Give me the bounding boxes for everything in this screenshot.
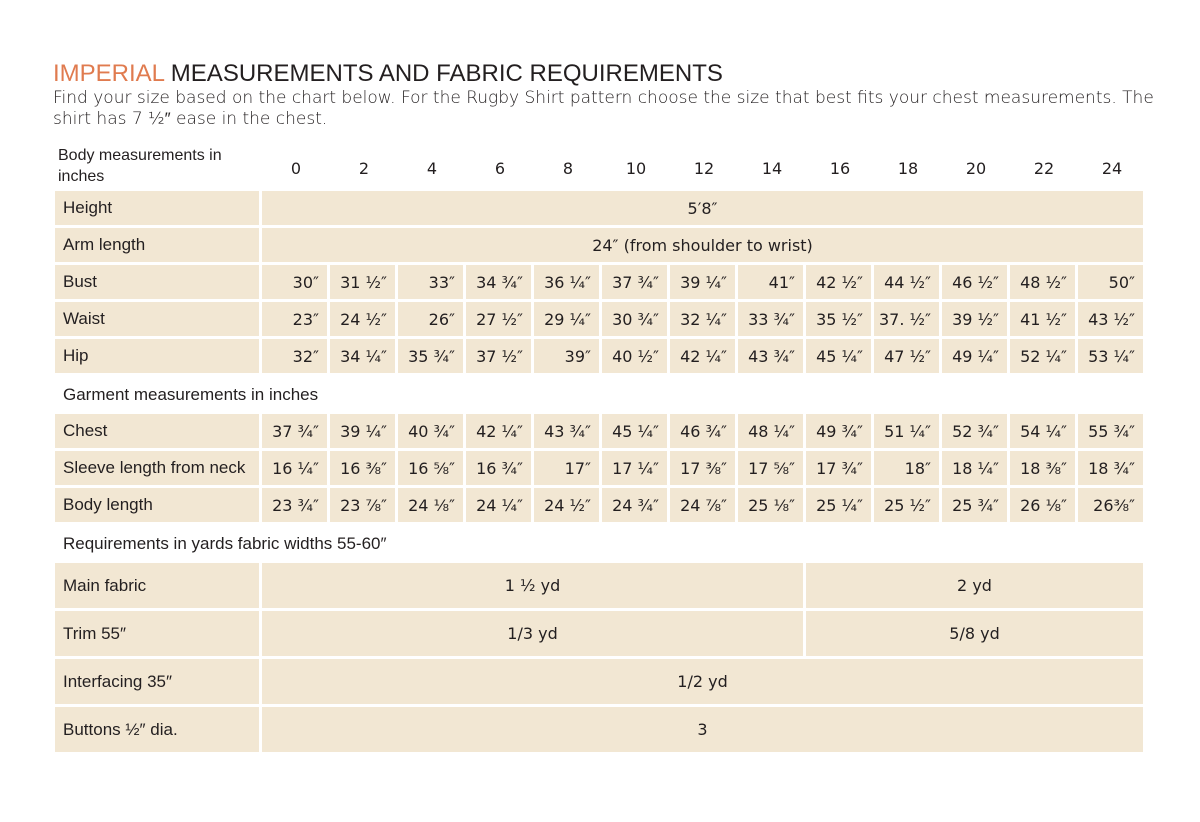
bust-value: 41″: [738, 265, 806, 302]
hip-value: 53 ¼″: [1078, 339, 1146, 376]
size-header: 14: [761, 158, 783, 178]
sleeve-length-value: 18″: [874, 451, 942, 488]
chest-value: 40 ¾″: [398, 414, 466, 451]
buttons-value: 3: [262, 707, 1146, 755]
chest-value: 55 ¾″: [1078, 414, 1146, 451]
size-header: 18: [897, 158, 919, 178]
bust-value: 33″: [398, 265, 466, 302]
waist-value: 26″: [398, 302, 466, 339]
hip-value: 35 ¾″: [398, 339, 466, 376]
sleeve-length-value: 17 ⅝″: [738, 451, 806, 488]
row-label-chest: Chest: [55, 414, 262, 451]
trim-large: 5/8 yd: [806, 611, 1146, 659]
body-length-value: 26⅜″: [1078, 488, 1146, 525]
bust-value: 46 ½″: [942, 265, 1010, 302]
body-length-value: 25 ¾″: [942, 488, 1010, 525]
row-label-trim: Trim 55″: [55, 611, 262, 659]
waist-value: 43 ½″: [1078, 302, 1146, 339]
interfacing-value: 1/2 yd: [262, 659, 1146, 707]
sleeve-length-value: 16 ⅝″: [398, 451, 466, 488]
size-chart-table: [55, 145, 1147, 755]
chest-value: 37 ¾″: [262, 414, 330, 451]
main-fabric-large: 2 yd: [806, 563, 1146, 611]
size-header: 8: [562, 158, 574, 178]
waist-value: 39 ½″: [942, 302, 1010, 339]
hip-value: 37 ½″: [466, 339, 534, 376]
chest-value: 39 ¼″: [330, 414, 398, 451]
hip-value: 49 ¼″: [942, 339, 1010, 376]
hip-value: 39″: [534, 339, 602, 376]
body-length-value: 24 ⅞″: [670, 488, 738, 525]
hip-value: 34 ¼″: [330, 339, 398, 376]
body-length-value: 24 ¾″: [602, 488, 670, 525]
row-label-hip: Hip: [55, 339, 262, 376]
body-length-value: 25 ½″: [874, 488, 942, 525]
bust-value: 34 ¾″: [466, 265, 534, 302]
chest-value: 48 ¼″: [738, 414, 806, 451]
sleeve-length-value: 16 ¼″: [262, 451, 330, 488]
body-length-value: 26 ⅛″: [1010, 488, 1078, 525]
bust-value: 36 ¼″: [534, 265, 602, 302]
sleeve-length-value: 18 ¾″: [1078, 451, 1146, 488]
hip-value: 43 ¾″: [738, 339, 806, 376]
chest-value: 45 ¼″: [602, 414, 670, 451]
body-length-value: 23 ¾″: [262, 488, 330, 525]
size-header: 12: [693, 158, 715, 178]
body-length-value: 24 ¼″: [466, 488, 534, 525]
waist-value: 27 ½″: [466, 302, 534, 339]
row-label-interfacing: Interfacing 35″: [55, 659, 262, 707]
body-length-value: 25 ¼″: [806, 488, 874, 525]
hip-value: 40 ½″: [602, 339, 670, 376]
chest-value: 54 ¼″: [1010, 414, 1078, 451]
chest-value: 43 ¾″: [534, 414, 602, 451]
waist-value: 35 ½″: [806, 302, 874, 339]
sleeve-length-value: 17 ⅜″: [670, 451, 738, 488]
title-rest: MEASUREMENTS AND FABRIC REQUIREMENTS: [164, 60, 723, 87]
intro-text: Find your size based on the chart below. For the Rugby Shirt pattern choose the size that best fits your chest measurements. The shirt has 7 ½″ ease in the chest.: [53, 88, 1154, 129]
body-length-value: 25 ⅛″: [738, 488, 806, 525]
sleeve-length-value: 18 ¼″: [942, 451, 1010, 488]
section-requirements: Requirements in yards fabric widths 55-60″: [63, 534, 387, 553]
bust-value: 30″: [262, 265, 330, 302]
waist-value: 29 ¼″: [534, 302, 602, 339]
bust-value: 39 ¼″: [670, 265, 738, 302]
waist-value: 41 ½″: [1010, 302, 1078, 339]
height-value: 5′8″: [262, 191, 1146, 228]
bust-value: 37 ¾″: [602, 265, 670, 302]
size-header: 0: [290, 158, 302, 178]
sleeve-length-value: 16 ⅜″: [330, 451, 398, 488]
bust-value: 50″: [1078, 265, 1146, 302]
chest-value: 52 ¾″: [942, 414, 1010, 451]
size-header: 6: [494, 158, 506, 178]
size-header: 2: [358, 158, 370, 178]
bust-value: 31 ½″: [330, 265, 398, 302]
waist-value: 33 ¾″: [738, 302, 806, 339]
sleeve-length-value: 17 ¾″: [806, 451, 874, 488]
row-label-main-fabric: Main fabric: [55, 563, 262, 611]
body-length-value: 24 ⅛″: [398, 488, 466, 525]
chest-value: 42 ¼″: [466, 414, 534, 451]
size-header: 22: [1033, 158, 1055, 178]
waist-value: 37. ½″: [874, 302, 942, 339]
page-title: [53, 60, 723, 88]
waist-value: 23″: [262, 302, 330, 339]
chest-value: 49 ¾″: [806, 414, 874, 451]
size-header: 4: [426, 158, 438, 178]
header-label: Body measurements in inches: [58, 147, 222, 185]
body-length-value: 23 ⅞″: [330, 488, 398, 525]
chest-value: 46 ¾″: [670, 414, 738, 451]
arm-length-value: 24″ (from shoulder to wrist): [262, 228, 1146, 265]
hip-value: 45 ¼″: [806, 339, 874, 376]
row-label-buttons: Buttons ½″ dia.: [55, 707, 262, 755]
row-label-body-length: Body length: [55, 488, 262, 525]
title-accent: IMPERIAL: [53, 60, 165, 87]
hip-value: 47 ½″: [874, 339, 942, 376]
bust-value: 42 ½″: [806, 265, 874, 302]
waist-value: 30 ¾″: [602, 302, 670, 339]
sleeve-length-value: 18 ⅜″: [1010, 451, 1078, 488]
hip-value: 42 ¼″: [670, 339, 738, 376]
trim-small: 1/3 yd: [262, 611, 806, 659]
row-label-bust: Bust: [55, 265, 262, 302]
hip-value: 32″: [262, 339, 330, 376]
row-label-height: Height: [55, 191, 262, 228]
section-garment: Garment measurements in inches: [63, 385, 319, 404]
main-fabric-small: 1 ½ yd: [262, 563, 806, 611]
size-header: 24: [1101, 158, 1123, 178]
sleeve-length-value: 16 ¾″: [466, 451, 534, 488]
hip-value: 52 ¼″: [1010, 339, 1078, 376]
size-header: 20: [965, 158, 987, 178]
row-label-sleeve-length: Sleeve length from neck: [55, 451, 262, 488]
waist-value: 32 ¼″: [670, 302, 738, 339]
size-header: 10: [625, 158, 647, 178]
sleeve-length-value: 17″: [534, 451, 602, 488]
waist-value: 24 ½″: [330, 302, 398, 339]
sleeve-length-value: 17 ¼″: [602, 451, 670, 488]
row-label-waist: Waist: [55, 302, 262, 339]
row-label-arm-length: Arm length: [55, 228, 262, 265]
bust-value: 48 ½″: [1010, 265, 1078, 302]
size-header: 16: [829, 158, 851, 178]
body-length-value: 24 ½″: [534, 488, 602, 525]
chest-value: 51 ¼″: [874, 414, 942, 451]
bust-value: 44 ½″: [874, 265, 942, 302]
